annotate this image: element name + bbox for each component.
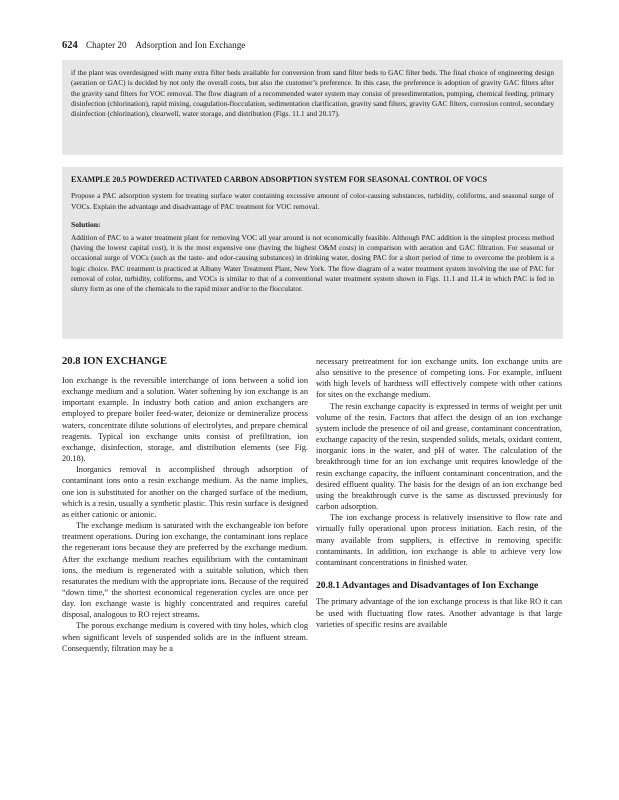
example-title: EXAMPLE 20.5 POWDERED ACTIVATED CARBON ADSORPTION SYSTEM FOR SEASONAL CONTROL OF VOCS: [71, 175, 488, 184]
solution-label: Solution:: [71, 219, 101, 229]
paragraph: necessary pretreatment for ion exchange units. Ion exchange units are also sensitive to the presence of competing ions. For example, influent with high levels of hardness will effectively compete with other cations for sites on the exchange medium.: [316, 357, 562, 400]
paragraph: The primary advantage of the ion exchange process is that like RO it can be used with fluctuating flow rates. Another advantage is that large varieties of specific resins are available: [316, 597, 562, 629]
paragraph: Ion exchange is the reversible interchange of ions between a solid ion exchange medium and a solution. Water softening by ion exchange is an important example. In industry both cation and anion exchangers are employed to prepare boiler feed-water, deionize or demineralize process waters, concentrate dilute solutions of electrolytes, and prepare chemical reagents. Typical ion exchange units consist of prefiltration, ion exchange, disinfection, storage, and distribution elements (see Fig. 20.18).: [62, 376, 308, 464]
section-heading: 20.8 ION EXCHANGE: [62, 356, 168, 367]
paragraph: The ion exchange process is relatively insensitive to flow rate and virtually fully operational upon process initiation. Each resin, of the many available from suppliers, is effective in removing specific contaminants. In addition, ion exchange is able to achieve very low contaminant concentrations in finished water.: [316, 513, 562, 567]
chapter-label: Chapter 20: [86, 40, 127, 50]
paragraph: Inorganics removal is accomplished through adsorption of contaminant ions onto a resin exchange medium. As the name implies, one ion is substituted for another on the charged surface of the medium, which is a resin, usually a synthetic plastic. This resin surface is designed as either cationic or anionic.: [62, 465, 308, 519]
subsection-heading: 20.8.1 Advantages and Disadvantages of Ion Exchange: [316, 579, 539, 591]
right-column: [316, 356, 562, 630]
paragraph: The resin exchange capacity is expressed in terms of weight per unit volume of the resin. Factors that affect the design of an ion exchange system include the presence of oil and grease, contaminant concentration, exchange capacity of the resin, suspended solids, metals, oxidant content, inorganic ions in the water, and pH of water. The calculation of the breakthrough time for an ion exchange unit requires knowledge of the resin exchange capacity, the influent contaminant concentration, and the desired effluent quality. The basis for the design of an ion exchange bed using the breakthrough curve is the same as discussed previously for carbon adsorption.: [316, 401, 562, 512]
paragraph: The exchange medium is saturated with the exchangeable ion before treatment operations. During ion exchange, the contaminant ions replace the regenerant ions because they are preferred by the exchange medium. After the exchange medium reaches equilibrium with the contaminant ions, the medium is regenerated with a suitable solution, which then resaturates the medium with the appropriate ions. Because of the required “down time,” the shortest economical regeneration cycles are once per day. Ion exchange waste is highly concentrated and requires careful disposal, analogous to RO reject streams.: [62, 521, 308, 620]
example-box: [62, 167, 563, 339]
continued-example-box: [62, 60, 563, 155]
running-header: [62, 40, 245, 51]
left-column: [62, 356, 308, 654]
chapter-title: Adsorption and Ion Exchange: [135, 40, 246, 50]
example-problem: Propose a PAC adsorption system for treating surface water containing excessive amount of color-causing substances, turbidity, coliforms, and seasonal surge of VOCs. Explain the advantage and disadvantage of PAC treatment for VOC removal.: [71, 191, 554, 211]
continued-example-text: if the plant was overdesigned with many extra filter beds available for conversion from sand filter beds to GAC filter beds. The final choice of engineering design (aeration or GAC) is decided by not only the overall costs, but also the customer’s preference. In this case, the preference is adoption of gravity GAC filters after the gravity sand filters for VOC removal. The flow diagram of a recommended water system may consist of presedimentation, pumping, chemical feeding, primary disinfection (chlorination), rapid mixing, coagulation-flocculation, sedimentation clarification, gravity sand filters, gravity GAC filters, corrosion control, secondary disinfection (chlorination), clearwell, water storage, and distribution (Figs. 11.1 and 20.17).: [71, 68, 554, 119]
paragraph: The porous exchange medium is covered with tiny holes, which clog when significant levels of suspended solids are in the influent stream. Consequently, filtration may be a: [62, 621, 308, 653]
example-solution: Addition of PAC to a water treatment plant for removing VOC all year around is not economically feasible. Although PAC addition is the simplest process method (having the lowest capital cost), it is the most expensive one (having the highest O&M costs) in comparison with aeration and GAC filtration. For seasonal or occasional surge of VOCs (such as the taste- and odor-causing substances) in drinking water, dosing PAC for a short period of time to overcome the problem is a logic choice. PAC treatment is practiced at Albany Water Treatment Plant, New York. The flow diagram of a water treatment system involving the use of PAC for removal of color, turbidity, coliforms, and VOCs is similar to that of a conventional water treatment system shown in Figs. 11.1 and 11.4 in which PAC is fed in slurry form as one of the chemicals to the rapid mixer and/or to the flocculator.: [71, 232, 554, 294]
page-number: 624: [62, 40, 78, 51]
